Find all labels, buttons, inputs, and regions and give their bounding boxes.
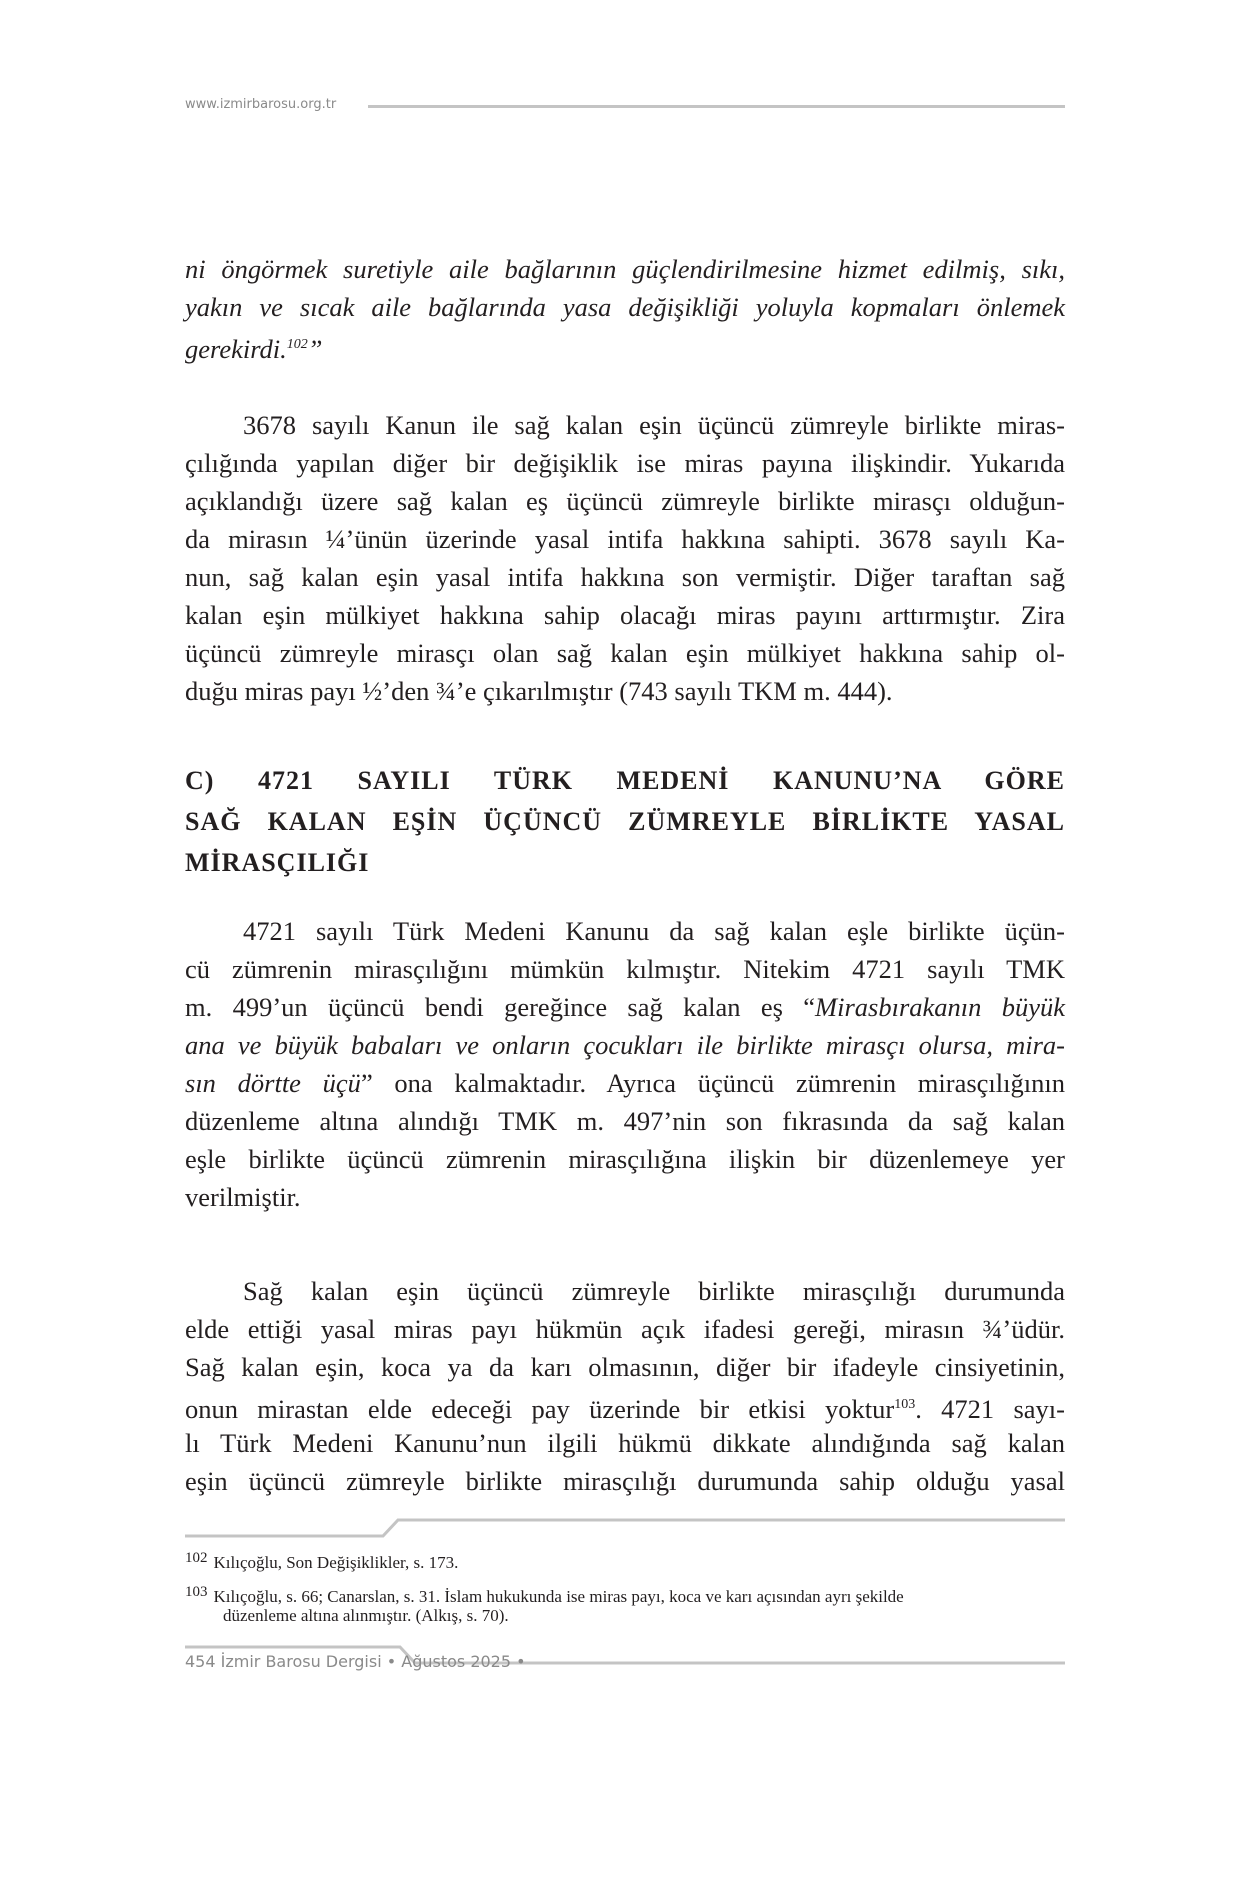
quoted-text: sın dörtte üçü	[185, 1068, 361, 1098]
para1-line: da mirasın ¼’ünün üzerinde yasal intifa hakkına sahipti. 3678 sayılı Ka-	[185, 524, 1065, 554]
para2-line: 4721 sayılı Türk Medeni Kanunu da sağ kalan eşle birlikte üçün-	[243, 916, 1065, 946]
footer-text: 454 İzmir Barosu Dergisi • Ağustos 2025 •	[185, 1652, 526, 1671]
text: . 4721 sayı-	[915, 1393, 1065, 1424]
footnote-text: Kılıçoğlu, Son Değişiklikler, s. 173.	[213, 1553, 459, 1572]
para3-line: Sağ kalan eşin üçüncü zümreyle birlikte mirasçılığı durumunda	[243, 1276, 1065, 1306]
section-heading: SAĞ KALAN EŞİN ÜÇÜNCÜ ZÜMREYLE BİRLİKTE YASAL	[185, 807, 1065, 836]
para1-line: nun, sağ kalan eşin yasal intifa hakkına son vermiştir. Diğer taraftan sağ	[185, 562, 1065, 592]
section-heading: C) 4721 SAYILI TÜRK MEDENİ KANUNU’NA GÖRE	[185, 766, 1065, 795]
para1-line: üçüncü zümreyle mirasçı olan sağ kalan eşin mülkiyet hakkına sahip ol-	[185, 638, 1065, 668]
quote-text: gerekirdi.	[185, 333, 287, 364]
para2-line: ana ve büyük babaları ve onların çocukları ile birlikte mirasçı olursa, mira-	[185, 1030, 1065, 1060]
para3-line: Sağ kalan eşin, koca ya da karı olmasının, diğer bir ifadeyle cinsiyetinin,	[185, 1352, 1065, 1382]
para3-line: elde ettiği yasal miras payı hükmün açık ifadesi gereği, mirasın ¾’üdür.	[185, 1314, 1065, 1344]
quote-close: ”	[307, 333, 323, 364]
text: ” ona kalmaktadır. Ayrıca üçüncü zümrenin mirasçılığının	[360, 1068, 1065, 1098]
footnote-102	[185, 1546, 1065, 1575]
footnote-text: Kılıçoğlu, s. 66; Canarslan, s. 31. İslam hukukunda ise miras payı, koca ve karı açısından ayrı şekilde	[213, 1587, 904, 1606]
quote-line: yakın ve sıcak aile bağlarında yasa değişikliği yoluyla kopmaları önlemek	[185, 292, 1065, 322]
para1-line: duğu miras payı ½’den ¾’e çıkarılmıştır (743 sayılı TKM m. 444).	[185, 676, 893, 706]
footnote-number: 103	[185, 1584, 208, 1600]
footnote-number: 102	[185, 1550, 208, 1566]
para3-line: lı Türk Medeni Kanunu’nun ilgili hükmü dikkate alındığında sağ kalan	[185, 1428, 1065, 1458]
footnote-ref: 103	[894, 1397, 916, 1412]
para2-line: eşle birlikte üçüncü zümrenin mirasçılığına ilişkin bir düzenlemeye yer	[185, 1144, 1065, 1174]
para2-line: cü zümrenin mirasçılığını mümkün kılmıştır. Nitekim 4721 sayılı TMK	[185, 954, 1065, 984]
text: onun mirastan elde edeceği pay üzerinde bir etkisi yoktur	[185, 1393, 895, 1424]
text: m. 499’un üçüncü bendi gereğince sağ kalan eş “	[185, 992, 816, 1022]
para2-line: düzenleme altına alındığı TMK m. 497’nin son fıkrasında da sağ kalan	[185, 1106, 1065, 1136]
footnote-ref: 102	[286, 337, 308, 352]
para1-line: 3678 sayılı Kanun ile sağ kalan eşin üçüncü zümreyle birlikte miras-	[243, 410, 1065, 440]
header-url: www.izmirbarosu.org.tr	[185, 97, 337, 112]
para1-line: kalan eşin mülkiyet hakkına sahip olacağı miras payını arttırmıştır. Zira	[185, 600, 1065, 630]
section-heading: MİRASÇILIĞI	[185, 848, 370, 877]
para1-line: açıklandığı üzere sağ kalan eş üçüncü zümreyle birlikte mirasçı olduğun-	[185, 486, 1065, 516]
para3-line: eşin üçüncü zümreyle birlikte mirasçılığı durumunda sahip olduğu yasal	[185, 1466, 1065, 1496]
para1-line: çılığında yapılan diğer bir değişiklik ise miras payına ilişkindir. Yukarıda	[185, 448, 1065, 478]
footnote-103	[185, 1580, 1065, 1609]
quote-line: ni öngörmek suretiyle aile bağlarının güçlendirilmesine hizmet edilmiş, sıkı,	[185, 254, 1065, 284]
footnote-103-cont: düzenleme altına alınmıştır. (Alkış, s. 70).	[223, 1606, 509, 1625]
quoted-text: Mirasbırakanın büyük	[815, 992, 1065, 1022]
para2-line: verilmiştir.	[185, 1182, 301, 1212]
